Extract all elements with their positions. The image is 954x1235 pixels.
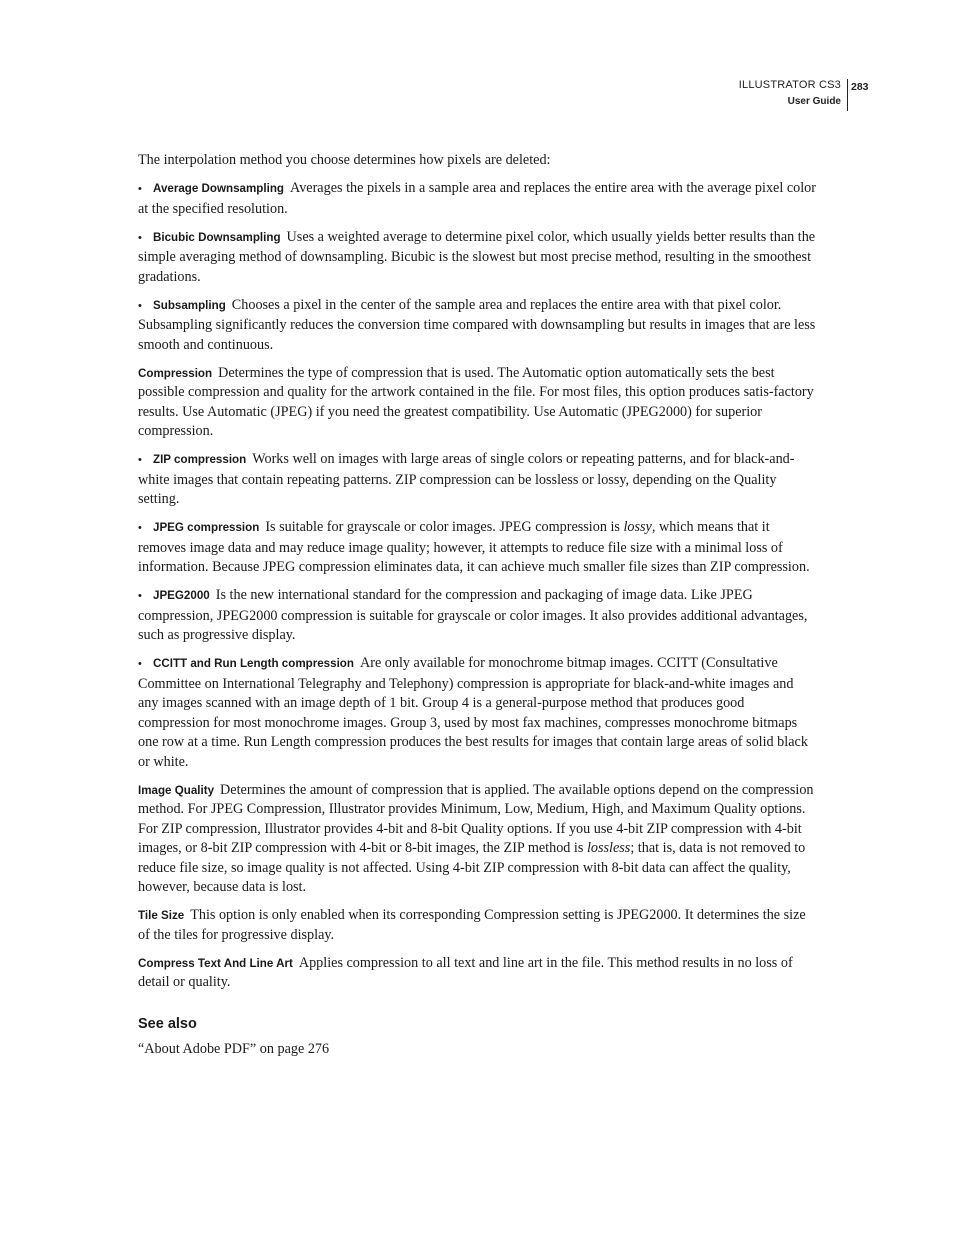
bullet-zip-compression bbox=[138, 450, 816, 510]
term-description-cont: , which means that it removes image data and may reduce image quality; however, it attempts to reduce file size with a minimal loss of information. Because JPEG compression eliminates data, it can achieve much smaller file sizes than ZIP compression. bbox=[138, 519, 810, 575]
bullet-glyph: • bbox=[138, 658, 142, 670]
bullet-subsampling bbox=[138, 296, 816, 356]
bullet-bicubic-downsampling bbox=[138, 228, 816, 288]
bullet-jpeg2000 bbox=[138, 586, 816, 646]
intro-paragraph: The interpolation method you choose determines how pixels are deleted: bbox=[138, 152, 551, 168]
bullet-ccitt-run-length bbox=[138, 654, 816, 772]
term-label: CCITT and Run Length compression bbox=[153, 657, 354, 670]
see-also-heading: See also bbox=[138, 1015, 197, 1032]
term-description: Is suitable for grayscale or color images. JPEG compression is bbox=[265, 519, 624, 535]
term-label: Image Quality bbox=[138, 783, 215, 797]
bullet-glyph: • bbox=[138, 454, 142, 466]
see-also-link[interactable]: “About Adobe PDF” on page 276 bbox=[138, 1041, 330, 1057]
page-body bbox=[138, 151, 816, 1068]
bullet-glyph: • bbox=[138, 183, 142, 195]
term-description: Averages the pixels in a sample area and replaces the entire area with the average pixel color at the specified resolution. bbox=[138, 180, 816, 217]
header-product: ILLUSTRATOR CS3 bbox=[738, 79, 841, 91]
term-emphasis: lossless bbox=[586, 840, 631, 856]
term-label: Average Downsampling bbox=[153, 182, 284, 195]
term-label: JPEG compression bbox=[153, 521, 260, 534]
term-description: Determines the type of compression that is used. The Automatic option automatically sets the best possible compression and quality for the artwork contained in the file. For most files, this option produces satis-factory results. Use Automatic (JPEG) if you need the greatest compatibility. Use Automatic (JPEG2000) for superior compression. bbox=[138, 364, 814, 439]
header-guide: User Guide bbox=[787, 96, 841, 107]
term-description: Is the new international standard for the compression and packaging of image data. Like JPEG compression, JPEG2000 compression is suitable for grayscale or color images. It also provides additional advantages, such as progressive display. bbox=[138, 587, 808, 643]
term-label: JPEG2000 bbox=[153, 589, 210, 602]
tile-size-paragraph bbox=[138, 906, 816, 945]
compress-text-paragraph bbox=[138, 954, 816, 993]
bullet-glyph: • bbox=[138, 590, 142, 602]
bullet-glyph: • bbox=[138, 522, 142, 534]
term-description: Determines the amount of compression that is applied. The available options depend on the compression method. For JPEG Compression, Illustrator provides Minimum, Low, Medium, High, and Maximum Quality options. For ZIP compression, Illustrator provides 4-bit and 8-bit Quality options. If you use 4-bit ZIP compression with 4-bit images, or 8-bit ZIP compression with 4-bit or 8-bit images, the ZIP method is bbox=[138, 781, 814, 856]
term-description-cont: ; that is, data is not removed to reduce file size, so image quality is not affected. Using 4-bit ZIP compression with 8-bit data can affect the quality, however, because data is lost. bbox=[138, 840, 806, 895]
bullet-jpeg-compression bbox=[138, 518, 816, 578]
term-label: Subsampling bbox=[153, 298, 226, 312]
term-label: Tile Size bbox=[138, 909, 185, 922]
image-quality-paragraph bbox=[138, 781, 816, 898]
bullet-glyph: • bbox=[138, 231, 142, 244]
term-description: Uses a weighted average to determine pixel color, which usually yields better results than the simple averaging method of downsampling. Bicubic is the slowest but most precise method, resulting in the smoothest gradations. bbox=[138, 228, 816, 285]
term-label: Bicubic Downsampling bbox=[153, 230, 281, 244]
term-label: ZIP compression bbox=[153, 453, 247, 466]
term-description: Works well on images with large areas of single colors or repeating patterns, and for black-and-white images that contain repeating patterns. ZIP compression can be lossless or lossy, depending on the Quality setting. bbox=[138, 451, 795, 507]
term-label: Compression bbox=[138, 366, 213, 380]
term-description: This option is only enabled when its corresponding Compression setting is JPEG2000. It determines the size of the tiles for progressive display. bbox=[138, 907, 806, 943]
page-number: 283 bbox=[851, 81, 869, 93]
running-header bbox=[700, 79, 848, 111]
term-description: Are only available for monochrome bitmap images. CCITT (Consultative Committee on International Telegraphy and Telephony) compression is appropriate for black-and-white images and any images scanned with an image depth of 1 bit. Group 4 is a general-purpose method that produces good compression for most monochrome images. Group 3, used by most fax machines, compresses monochrome bitmaps one row at a time. Run Length compression produces the best results for images that contain large areas of solid black or white. bbox=[138, 655, 808, 770]
term-label: Compress Text And Line Art bbox=[138, 956, 293, 970]
compression-paragraph bbox=[138, 364, 816, 442]
bullet-average-downsampling bbox=[138, 179, 816, 219]
term-emphasis: lossy bbox=[623, 519, 652, 535]
term-description: Chooses a pixel in the center of the sample area and replaces the entire area with that pixel color. Subsampling significantly reduces the conversion time compared with downsampling but results in images that are less smooth and continuous. bbox=[138, 296, 816, 353]
bullet-glyph: • bbox=[138, 299, 142, 312]
term-description: Applies compression to all text and line art in the file. This method results in no loss of detail or quality. bbox=[138, 954, 793, 990]
